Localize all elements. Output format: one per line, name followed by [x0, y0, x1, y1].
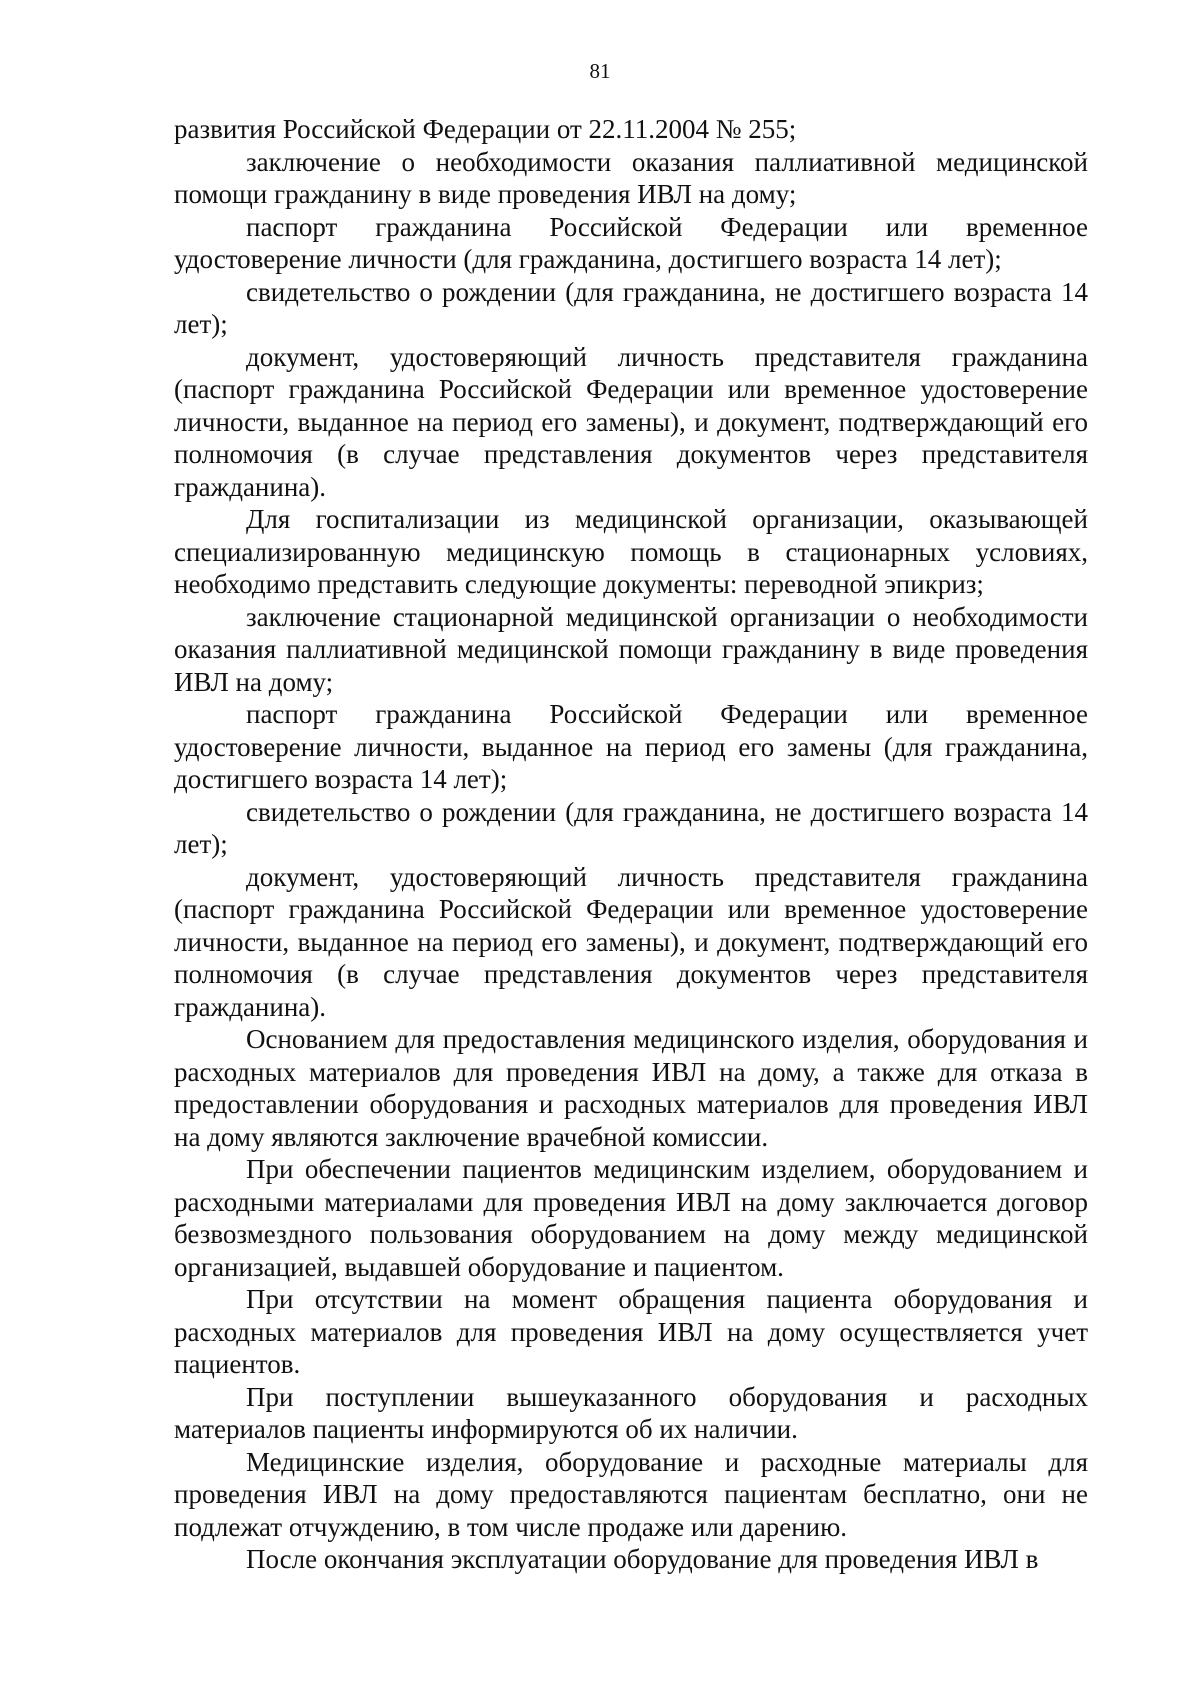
page-number: 81: [589, 59, 611, 83]
paragraph: Основанием для предоставления медицинского изделия, оборудования и расходных материалов для проведения ИВЛ на дому, а также для отказа в предоставлении оборудования и расходных материалов для проведения ИВЛ на дому являются заключение врачебной комиссии.: [174, 1024, 1088, 1152]
paragraph: свидетельство о рождении (для гражданина, не достигшего возраста 14 лет);: [174, 276, 1088, 339]
paragraph: документ, удостоверяющий личность представителя гражданина (паспорт гражданина Российской Федерации или временное удостоверение личности, выданное на период его замены), и документ, подтверждающий его полномочия (в случае представления документов через представителя гражданина).: [174, 861, 1088, 1022]
paragraph: Для госпитализации из медицинской организации, оказывающей специализированную медицинскую помощь в стационарных условиях, необходимо представить следующие документы: переводной эпикриз;: [174, 504, 1088, 599]
paragraph: При отсутствии на момент обращения пациента оборудования и расходных материалов для проведения ИВЛ на дому осуществляется учет пациентов.: [174, 1284, 1088, 1379]
paragraph: При обеспечении пациентов медицинским изделием, оборудованием и расходными материалами для проведения ИВЛ на дому заключается договор безвозмездного пользования оборудованием на дому между медицинской организацией, выдавшей оборудование и пациентом.: [174, 1154, 1088, 1282]
paragraph: При поступлении вышеуказанного оборудования и расходных материалов пациенты информируются об их наличии.: [174, 1381, 1088, 1444]
paragraph-continuation: развития Российской Федерации от 22.11.2004 № 255;: [174, 114, 797, 144]
paragraph: паспорт гражданина Российской Федерации или временное удостоверение личности (для гражданина, достигшего возраста 14 лет);: [174, 211, 1088, 274]
paragraph: документ, удостоверяющий личность представителя гражданина (паспорт гражданина Российской Федерации или временное удостоверение личности, выданное на период его замены), и документ, подтверждающий его полномочия (в случае представления документов через представителя гражданина).: [174, 341, 1088, 502]
paragraph: паспорт гражданина Российской Федерации или временное удостоверение личности, выданное на период его замены (для гражданина, достигшего возраста 14 лет);: [174, 699, 1088, 794]
paragraph: заключение о необходимости оказания паллиативной медицинской помощи гражданину в виде проведения ИВЛ на дому;: [174, 146, 1088, 209]
paragraph: Медицинские изделия, оборудование и расходные материалы для проведения ИВЛ на дому предоставляются пациентам бесплатно, они не подлежат отчуждению, в том числе продаже или дарению.: [174, 1446, 1088, 1542]
paragraph-truncated: После окончания эксплуатации оборудование для проведения ИВЛ в: [246, 1544, 1039, 1574]
paragraph: заключение стационарной медицинской организации о необходимости оказания паллиативной медицинской помощи гражданину в виде проведения ИВЛ на дому;: [174, 601, 1088, 697]
document-body: [174, 113, 1088, 1576]
paragraph: свидетельство о рождении (для гражданина, не достигшего возраста 14 лет);: [174, 796, 1088, 859]
